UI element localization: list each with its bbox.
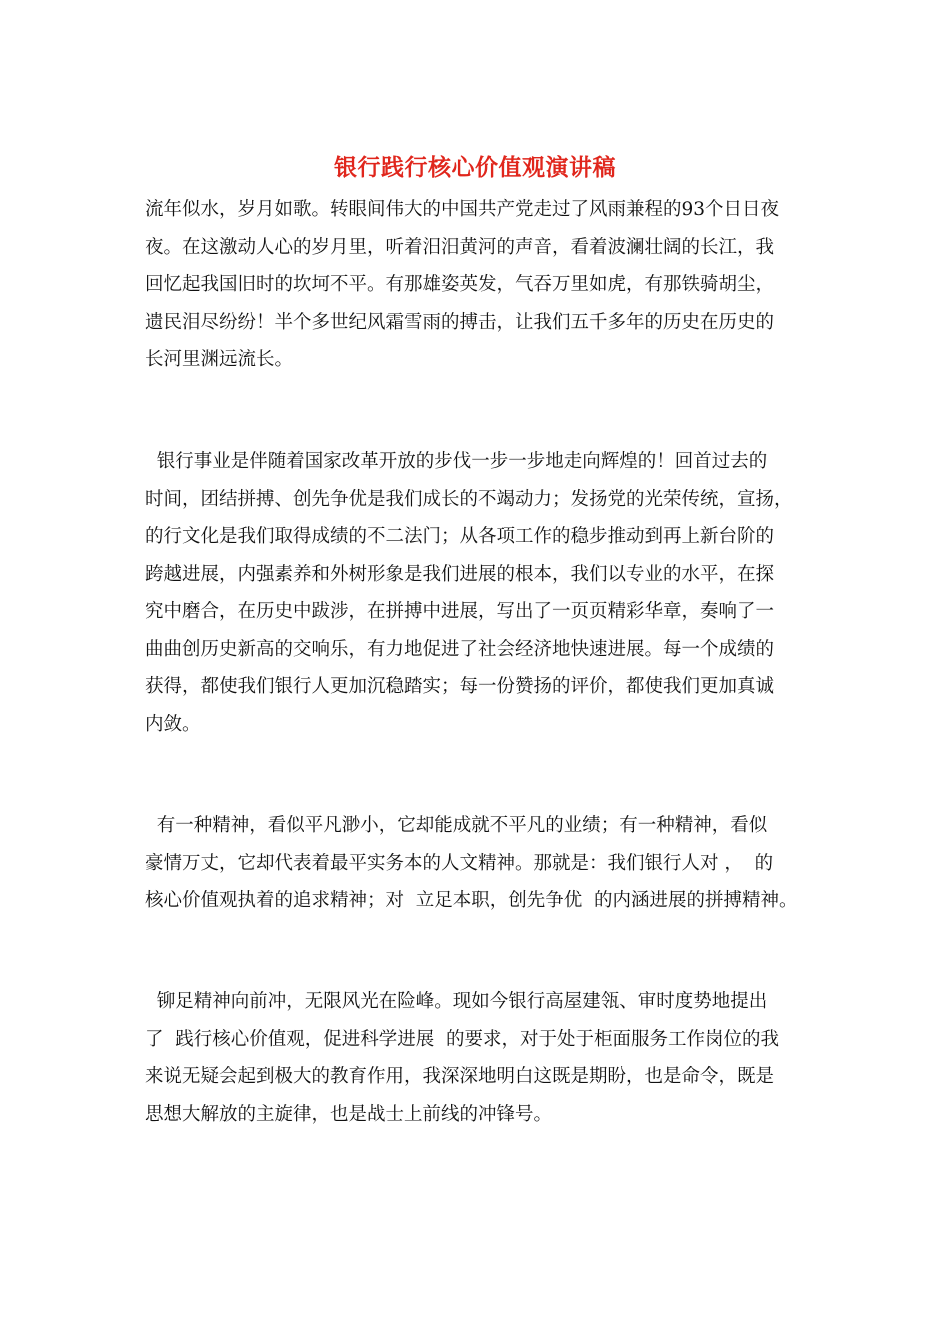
text-line: 内敛。: [145, 713, 201, 735]
text-line: 有一种精神，看似平凡渺小，它却能成就不平凡的业绩；有一种精神，看似: [145, 815, 768, 836]
text-line: 了 践行核心价值观，促进科学进展 的要求，对于处于柜面服务工作岗位的我: [145, 1028, 780, 1050]
text-line: 铆足精神向前冲，无限风光在险峰。现如今银行高屋建瓴、审时度势地提出: [145, 991, 768, 1012]
text-line: 的行文化是我们取得成绩的不二法门；从各项工作的稳步推动到再上新台阶的: [145, 526, 775, 547]
text-line: 银行事业是伴随着国家改革开放的步伐一步一步地走向辉煌的！回首过去的: [145, 451, 768, 472]
text-line: 跨越进展，内强素养和外树形象是我们进展的根本，我们以专业的水平，在探: [145, 563, 775, 585]
paragraph-3: [145, 807, 810, 920]
text-line: 思想大解放的主旋律，也是战士上前线的冲锋号。: [145, 1103, 553, 1125]
document-title: 银行践行核心价值观演讲稿: [334, 154, 616, 181]
text-line: 遗民泪尽纷纷！半个多世纪风霜雪雨的搏击，让我们五千多年的历史在历史的: [145, 311, 775, 333]
text-line: 来说无疑会起到极大的教育作用，我深深地明白这既是期盼，也是命令，既是: [145, 1066, 775, 1087]
paragraph-2: [145, 443, 810, 743]
text-line: 豪情万丈，它却代表着最平实务本的人文精神。那就是：我们银行人对 ， 的: [145, 852, 774, 874]
text-line: 究中磨合，在历史中跋涉，在拼搏中进展，写出了一页页精彩华章，奏响了一: [145, 601, 775, 622]
text-line: 曲曲创历史新高的交响乐，有力地促进了社会经济地快速进展。每一个成绩的: [145, 638, 775, 660]
text-line: 长河里渊远流长。: [145, 349, 294, 370]
text-line: 时间，团结拼搏、创先争优是我们成长的不竭动力；发扬党的光荣传统，宣扬，: [145, 488, 793, 510]
paragraph-4: [145, 983, 810, 1133]
text-line: 流年似水，岁月如歌。转眼间伟大的中国共产党走过了风雨兼程的93个日日夜: [145, 199, 780, 220]
paragraph-1: [145, 191, 810, 379]
text-line: 夜。在这激动人心的岁月里，听着汨汨黄河的声音，看着波澜壮阔的长江，我: [145, 236, 775, 258]
text-line: 回忆起我国旧时的坎坷不平。有那雄姿英发，气吞万里如虎，有那铁骑胡尘，: [145, 274, 775, 295]
text-line: 核心价值观执着的追求精神；对 立足本职，创先争优 的内涵进展的拼搏精神。: [145, 890, 798, 911]
text-line: 获得，都使我们银行人更加沉稳踏实；每一份赞扬的评价，都使我们更加真诚: [145, 676, 775, 697]
